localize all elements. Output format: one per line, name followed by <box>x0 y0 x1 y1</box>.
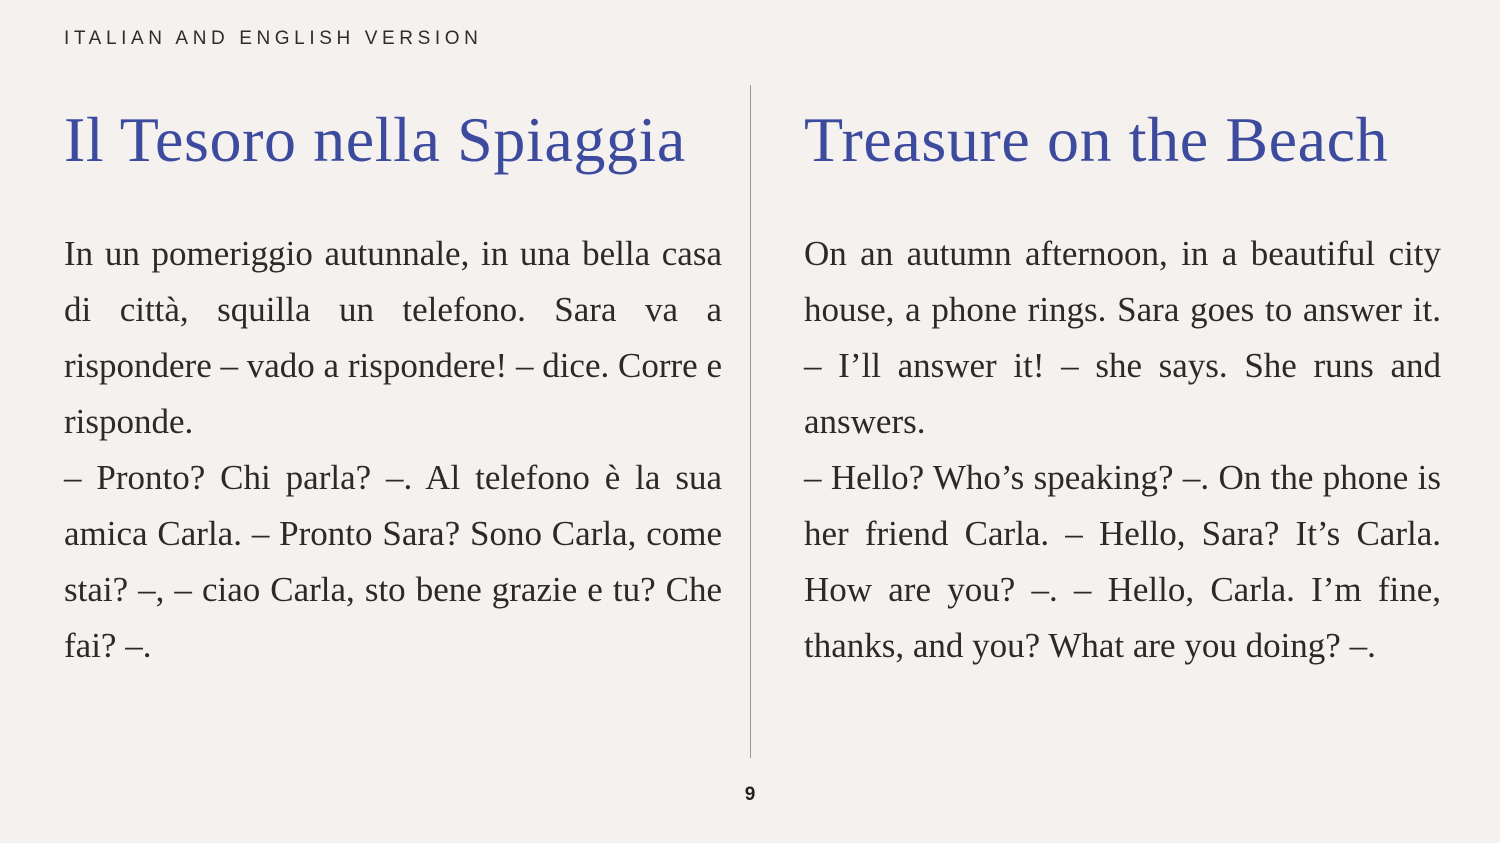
italian-paragraph-1: In un pomeriggio autunnale, in una bella casa di città, squilla un telefono. Sara va a rispondere – vado a rispondere! – dice. Corre e risponde. <box>64 234 722 441</box>
italian-paragraph-2: – Pronto? Chi parla? –. Al telefono è la sua amica Carla. – Pronto Sara? Sono Carla, come stai? –, – ciao Carla, sto bene grazie e tu? Che fai? –. <box>64 458 722 665</box>
english-paragraph-2: – Hello? Who’s speaking? –. On the phone is her friend Carla. – Hello, Sara? It’s Carla. How are you? –. – Hello, Carla. I’m fine, thanks, and you? What are you doing? –. <box>804 458 1441 665</box>
italian-column <box>64 100 722 665</box>
english-title: Treasure on the Beach <box>804 104 1389 175</box>
english-body <box>804 226 1441 674</box>
english-paragraph-1: On an autumn afternoon, in a beautiful city house, a phone rings. Sara goes to answer it. – I’ll answer it! – she says. She runs and answers. <box>804 234 1441 441</box>
italian-title: Il Tesoro nella Spiaggia <box>64 104 686 175</box>
italian-body <box>64 226 722 674</box>
page-number: 9 <box>744 784 756 805</box>
english-column <box>804 100 1441 665</box>
header-label: ITALIAN AND ENGLISH VERSION <box>64 28 483 49</box>
column-divider <box>750 85 751 758</box>
